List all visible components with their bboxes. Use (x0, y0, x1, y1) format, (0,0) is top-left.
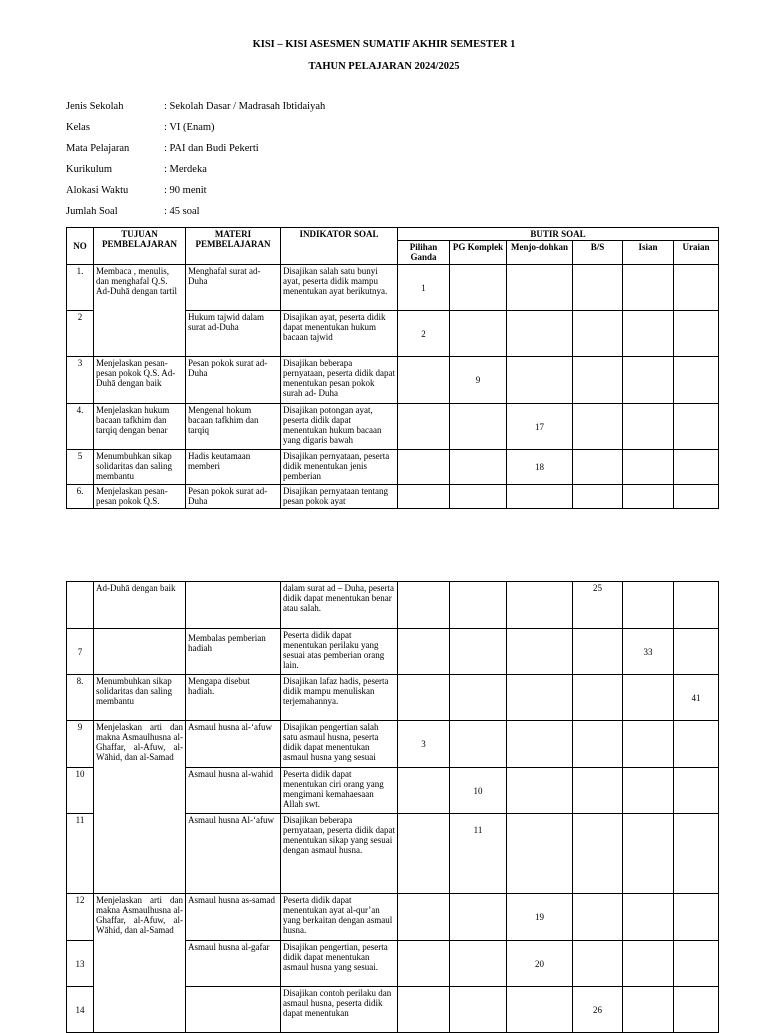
header-materi: MATERI PEMBELAJARAN (186, 228, 281, 265)
cell-uraian (674, 311, 719, 357)
cell-isian (623, 450, 674, 485)
cell-bs (573, 485, 623, 509)
row-no: 2 (67, 311, 94, 357)
cell-uraian (674, 485, 719, 509)
row-tujuan: Ad-Duhā dengan baik (94, 582, 186, 629)
cell-pg-komplek: 11 (450, 814, 507, 894)
header-pg-komplek: PG Komplek (450, 241, 507, 265)
cell-menjodohkan: 17 (507, 404, 573, 450)
cell-bs (573, 311, 623, 357)
table-row (67, 357, 719, 404)
row-indikator: Disajikan ayat, peserta didik dapat menentukan hukum bacaan tajwid (281, 311, 398, 357)
header-pilihan-ganda: Pilihan Ganda (398, 241, 450, 265)
cell-bs: 25 (573, 582, 623, 629)
cell-bs: 26 (573, 987, 623, 1033)
info-label: Alokasi Waktu (66, 185, 129, 196)
info-label: Jumlah Soal (66, 206, 118, 217)
info-label: Kelas (66, 122, 90, 133)
row-no: 5 (67, 450, 94, 485)
row-no: 6. (67, 485, 94, 509)
info-label: Kurikulum (66, 164, 113, 175)
cell-uraian (674, 357, 719, 404)
info-value: : 45 soal (164, 206, 200, 217)
row-materi: Membalas pemberian hadiah (186, 629, 281, 675)
row-materi: Asmaul husna as-samad (186, 894, 281, 941)
row-no: 9 (67, 721, 94, 768)
info-value: : VI (Enam) (164, 122, 215, 133)
cell-pilihan-ganda: 3 (398, 721, 450, 768)
row-no: 7 (67, 629, 94, 675)
row-tujuan: Menjelaskan arti dan makna Asmaulhusna al-Ghaffar, al-Afuw, al-Wāhid, dan al-Samad (94, 721, 186, 894)
row-no: 12 (67, 894, 94, 941)
cell-pilihan-ganda: 2 (398, 311, 450, 357)
row-indikator: Disajikan pernyataan tentang pesan pokok ayat (281, 485, 398, 509)
row-materi: Asmaul husna al-gafar (186, 941, 281, 987)
cell-isian (623, 357, 674, 404)
kisi-table-page2 (66, 581, 719, 1033)
info-value: : Sekolah Dasar / Madrasah Ibtidaiyah (164, 101, 326, 112)
table-row (67, 675, 719, 721)
row-indikator: Disajikan pengertian salah satu asmaul husna, peserta didik dapat menentukan asmaul husna yang sesuai (281, 721, 398, 768)
cell-menjodohkan (507, 357, 573, 404)
row-indikator: Disajikan pengertian, peserta didik dapat menentukan asmaul husna yang sesuai. (281, 941, 398, 987)
cell-uraian: 41 (674, 675, 719, 721)
cell-pg-komplek (450, 311, 507, 357)
table-row (67, 629, 719, 675)
row-materi: Asmaul husna al-wahid (186, 768, 281, 814)
info-label: Jenis Sekolah (66, 101, 124, 112)
cell-bs (573, 450, 623, 485)
row-no: 8. (67, 675, 94, 721)
cell-pilihan-ganda (398, 357, 450, 404)
header-tujuan: TUJUAN PEMBELAJARAN (94, 228, 186, 265)
header-no: NO (67, 228, 94, 265)
cell-uraian (674, 450, 719, 485)
row-indikator: Disajikan beberapa pernyataan, peserta didik dapat menentukan pesan pokok surah ad- Duha (281, 357, 398, 404)
cell-bs (573, 265, 623, 311)
table-row (67, 404, 719, 450)
cell-pg-komplek (450, 265, 507, 311)
cell-bs (573, 404, 623, 450)
row-no: 4. (67, 404, 94, 450)
row-tujuan: Membaca , menulis, dan menghafal Q.S. Ad-Duhā dengan tartil (94, 265, 186, 357)
row-indikator: Peserta didik dapat menentukan ciri orang yang mengimani kemahaesaan Allah swt. (281, 768, 398, 814)
header-menjodohkan: Menjo-dohkan (507, 241, 573, 265)
row-tujuan: Menjelaskan hukum bacaan tafkhim dan tarqiq dengan benar (94, 404, 186, 450)
table-row (67, 265, 719, 311)
row-tujuan: Menumbuhkan sikap solidaritas dan saling membantu (94, 675, 186, 721)
cell-pg-komplek (450, 485, 507, 509)
row-tujuan: Menjelaskan arti dan makna Asmaulhusna al-Ghaffar, al-Afuw, al-Wāhid, dan al-Samad (94, 894, 186, 1033)
row-materi: Hukum tajwid dalam surat ad-Duha (186, 311, 281, 357)
document-subtitle: TAHUN PELAJARAN 2024/2025 (308, 61, 460, 72)
cell-pilihan-ganda (398, 450, 450, 485)
kisi-table-page1 (66, 227, 719, 509)
cell-uraian (674, 265, 719, 311)
cell-isian (623, 311, 674, 357)
row-tujuan: Menjelaskan pesan-pesan pokok Q.S. Ad-Duhā dengan baik (94, 357, 186, 404)
info-value: : Merdeka (164, 164, 207, 175)
row-indikator: Disajikan beberapa pernyataan, peserta didik dapat menentukan sikap yang sesuai dengan asmaul husna. (281, 814, 398, 894)
row-materi: Asmaul husna al-‘afuw (186, 721, 281, 768)
row-indikator: Disajikan lafaz hadis, peserta didik mampu menuliskan terjemahannya. (281, 675, 398, 721)
cell-menjodohkan (507, 265, 573, 311)
row-indikator: Peserta didik dapat menentukan perilaku yang sesuai atas pemberian orang lain. (281, 629, 398, 675)
row-indikator: Disajikan potongan ayat, peserta didik dapat menentukan hukum bacaan yang digaris bawah (281, 404, 398, 450)
cell-pg-komplek: 9 (450, 357, 507, 404)
cell-menjodohkan: 19 (507, 894, 573, 941)
row-no: 3 (67, 357, 94, 404)
row-indikator: Disajikan salah satu bunyi ayat, peserta didik mampu menentukan ayat berikutnya. (281, 265, 398, 311)
info-label: Mata Pelajaran (66, 143, 130, 154)
cell-pilihan-ganda: 1 (398, 265, 450, 311)
row-tujuan: Menjelaskan pesan-pesan pokok Q.S. (94, 485, 186, 509)
cell-pilihan-ganda (398, 404, 450, 450)
cell-isian (623, 485, 674, 509)
row-materi: Asmaul husna Al-‘afuw (186, 814, 281, 894)
cell-pg-komplek (450, 404, 507, 450)
table-row (67, 582, 719, 629)
row-indikator: Peserta didik dapat menentukan ayat al-qur’an yang berkaitan dengan asmaul husna. (281, 894, 398, 941)
row-no: 11 (67, 814, 94, 894)
row-no: 10 (67, 768, 94, 814)
cell-isian: 33 (623, 629, 674, 675)
cell-isian (623, 404, 674, 450)
header-isian: Isian (623, 241, 674, 265)
document-title: KISI – KISI ASESMEN SUMATIF AKHIR SEMESTER 1 (252, 39, 516, 50)
info-value: : PAI dan Budi Pekerti (164, 143, 259, 154)
cell-isian (623, 265, 674, 311)
info-value: : 90 menit (164, 185, 207, 196)
row-indikator: dalam surat ad – Duha, peserta didik dapat menentukan benar atau salah. (281, 582, 398, 629)
row-no: 13 (67, 941, 94, 987)
row-indikator: Disajikan contoh perilaku dan asmaul husna, peserta didik dapat menentukan (281, 987, 398, 1033)
table-row (67, 894, 719, 941)
row-indikator: Disajikan pernyataan, peserta didik menentukan jenis pemberian (281, 450, 398, 485)
cell-uraian (674, 404, 719, 450)
cell-menjodohkan: 20 (507, 941, 573, 987)
row-no: 14 (67, 987, 94, 1033)
header-indikator: INDIKATOR SOAL (281, 228, 398, 265)
cell-menjodohkan (507, 485, 573, 509)
table-row (67, 721, 719, 768)
header-uraian: Uraian (674, 241, 719, 265)
cell-menjodohkan: 18 (507, 450, 573, 485)
header-butir-soal: BUTIR SOAL (398, 228, 719, 241)
cell-menjodohkan (507, 311, 573, 357)
row-materi: Mengapa disebut hadiah. (186, 675, 281, 721)
row-materi: Mengenal hokum bacaan tafkhim dan tarqiq (186, 404, 281, 450)
table-row (67, 450, 719, 485)
row-materi: Pesan pokok surat ad-Duha (186, 485, 281, 509)
row-materi: Pesan pokok surat ad-Duha (186, 357, 281, 404)
cell-bs (573, 357, 623, 404)
cell-pg-komplek: 10 (450, 768, 507, 814)
cell-pilihan-ganda (398, 485, 450, 509)
table-row (67, 485, 719, 509)
header-bs: B/S (573, 241, 623, 265)
row-materi: Menghafal surat ad-Duha (186, 265, 281, 311)
row-materi (186, 987, 281, 1033)
row-materi: Hadis keutamaan memberi (186, 450, 281, 485)
row-tujuan: Menumbuhkan sikap solidaritas dan saling membantu (94, 450, 186, 485)
cell-pg-komplek (450, 450, 507, 485)
row-no: 1. (67, 265, 94, 311)
